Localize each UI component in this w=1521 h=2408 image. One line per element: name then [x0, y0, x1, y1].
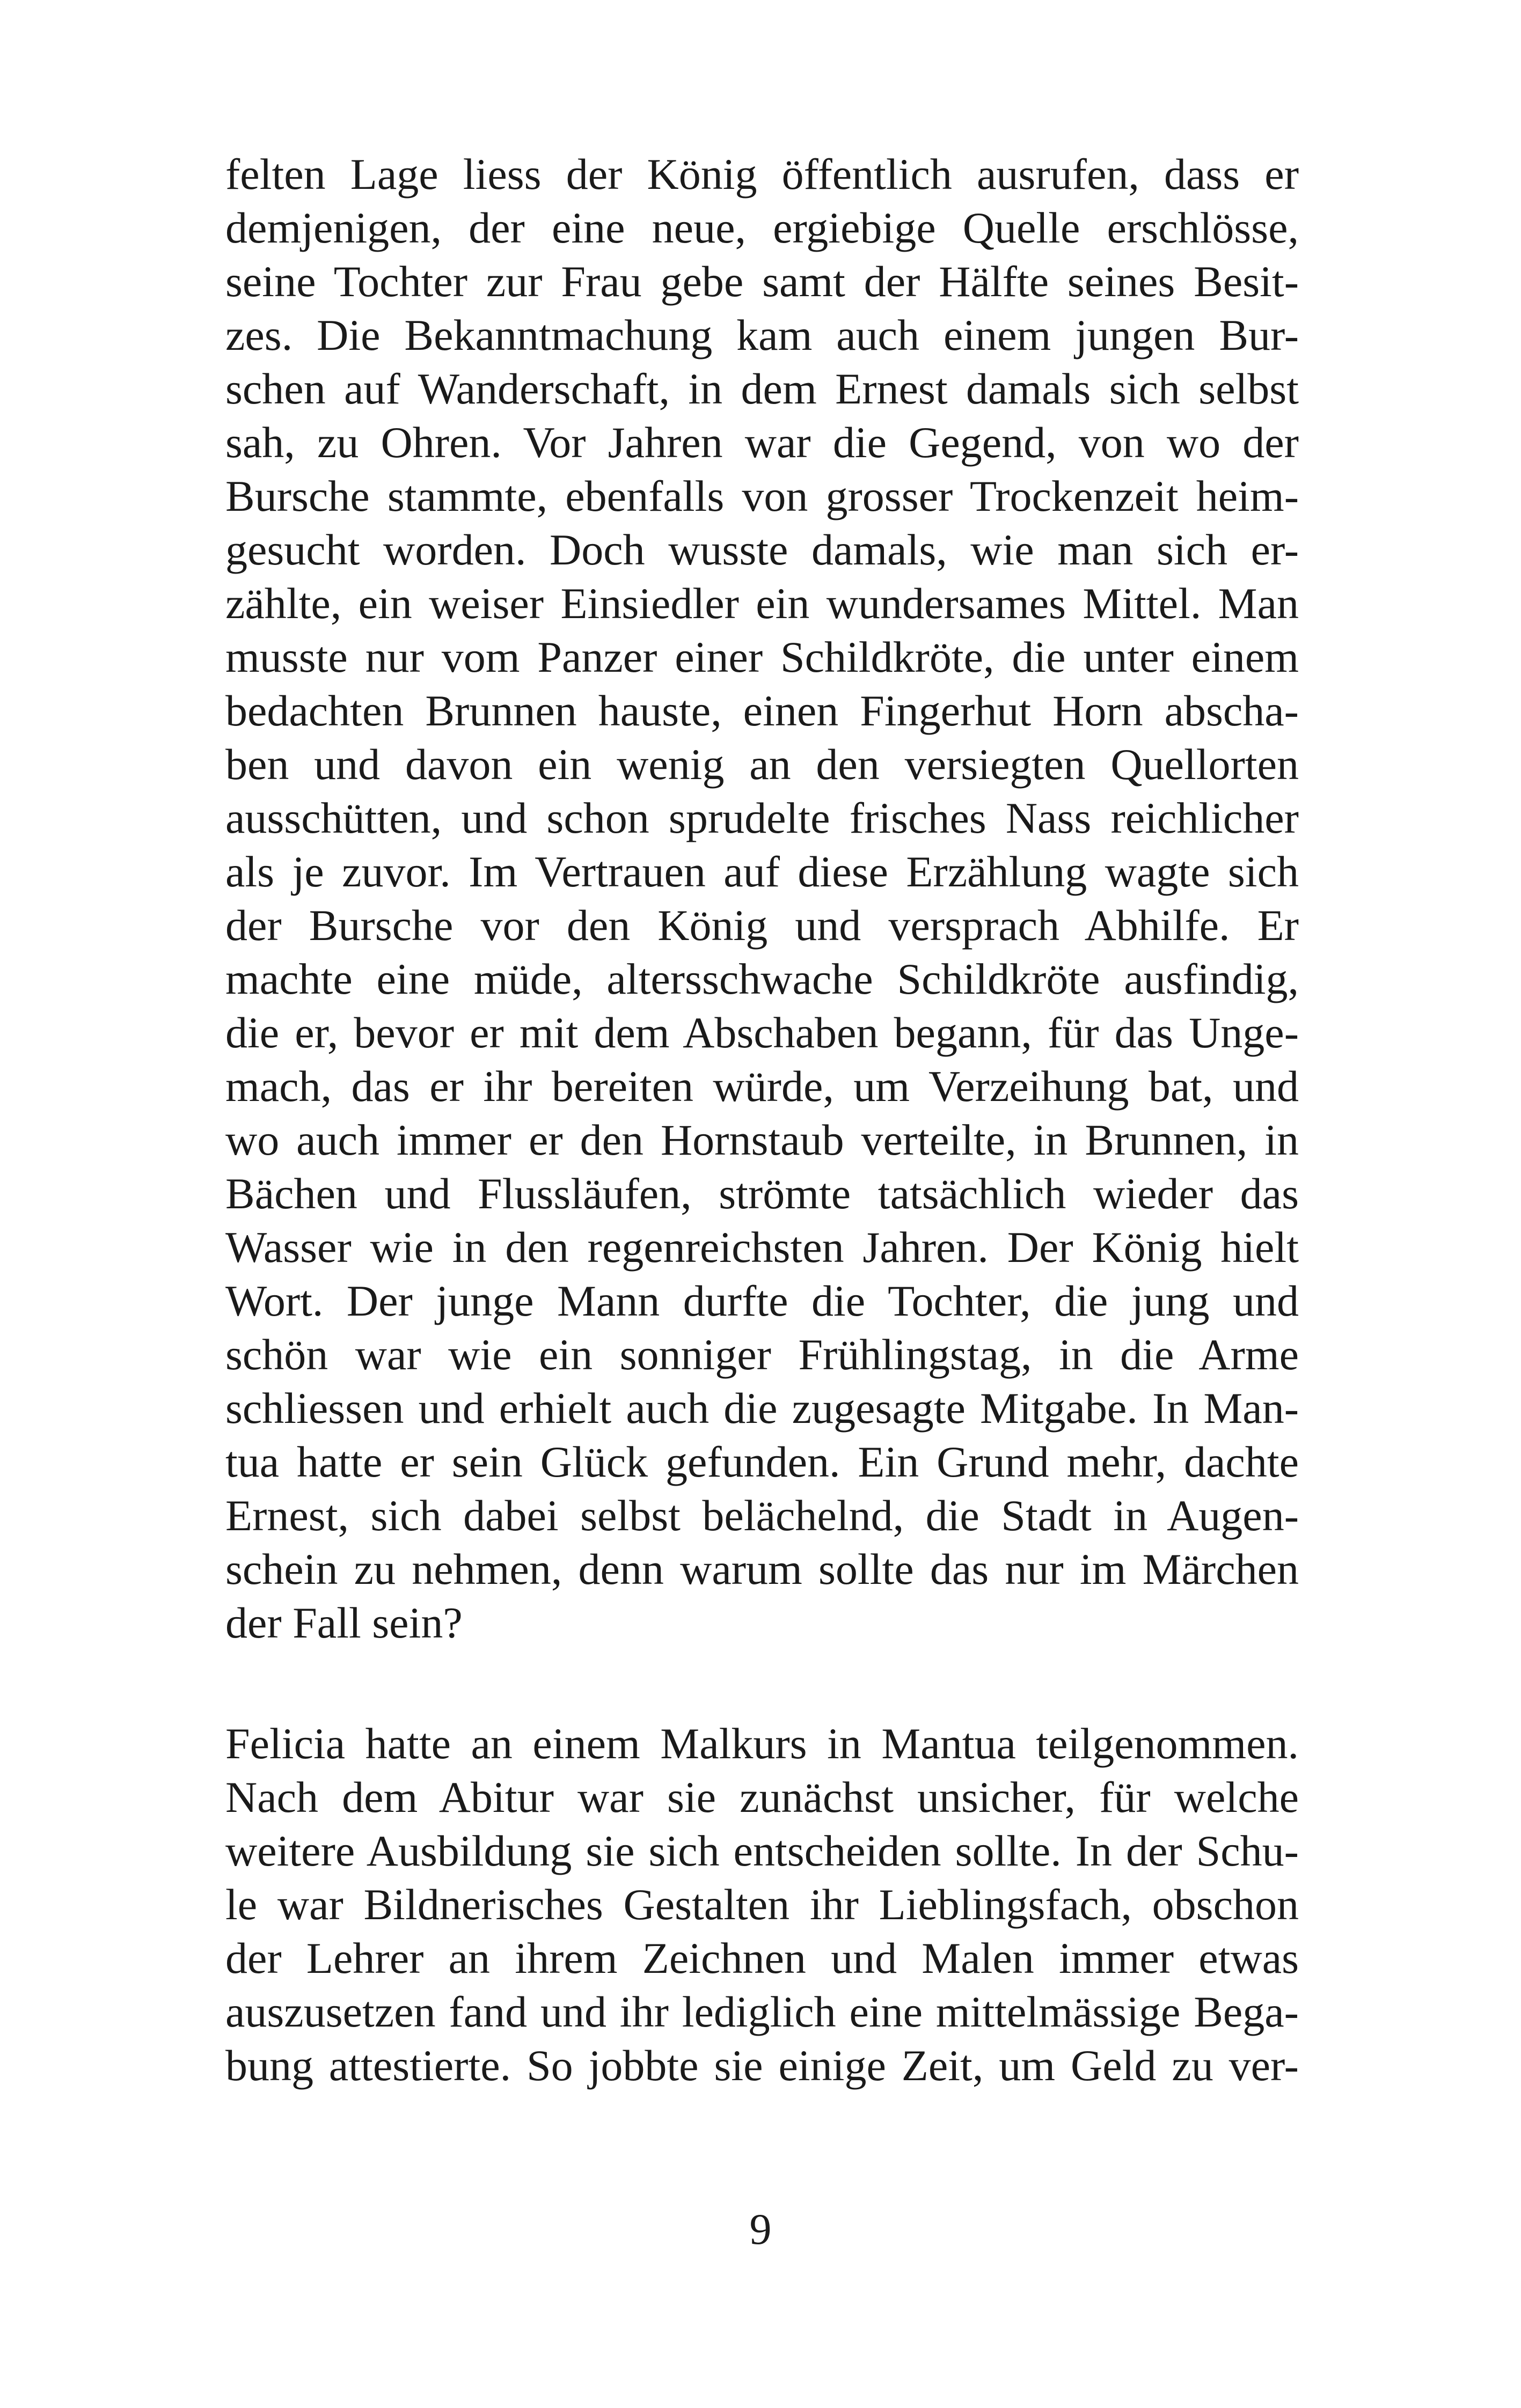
text-line: bung attestierte. So jobbte sie einige Zeit, um Geld zu ver- [225, 2041, 1299, 2090]
paragraph-2 [225, 1717, 1299, 2093]
text-line: schen auf Wanderschaft, in dem Ernest damals sich selbst [225, 364, 1299, 413]
text-line: Bächen und Flussläufen, strömte tatsächlich wieder das [225, 1169, 1299, 1218]
paragraph-1 [225, 148, 1299, 1650]
text-line: Felicia hatte an einem Malkurs in Mantua teilgenommen. [225, 1719, 1299, 1768]
text-line: seine Tochter zur Frau gebe samt der Hälfte seines Besit- [225, 257, 1299, 306]
text-line: Bursche stammte, ebenfalls von grosser Trockenzeit heim- [225, 472, 1299, 520]
text-line: zes. Die Bekanntmachung kam auch einem jungen Bur- [225, 311, 1299, 359]
text-line: demjenigen, der eine neue, ergiebige Quelle erschlösse, [225, 203, 1299, 252]
text-line: Wasser wie in den regenreichsten Jahren. Der König hielt [225, 1223, 1299, 1272]
text-line: gesucht worden. Doch wusste damals, wie man sich er- [225, 525, 1299, 574]
text-line: sah, zu Ohren. Vor Jahren war die Gegend, von wo der [225, 418, 1299, 467]
text-line: felten Lage liess der König öffentlich ausrufen, dass er [225, 150, 1299, 199]
text-line: mach, das er ihr bereiten würde, um Verzeihung bat, und [225, 1062, 1299, 1111]
text-line: le war Bildnerisches Gestalten ihr Lieblingsfach, obschon [225, 1880, 1299, 1929]
text-line: Wort. Der junge Mann durfte die Tochter, die jung und [225, 1276, 1299, 1325]
text-line: schein zu nehmen, denn warum sollte das nur im Märchen [225, 1545, 1299, 1594]
text-line: wo auch immer er den Hornstaub verteilte, in Brunnen, in [225, 1115, 1299, 1164]
text-line: Ernest, sich dabei selbst belächelnd, die Stadt in Augen- [225, 1491, 1299, 1540]
text-line: der Bursche vor den König und versprach Abhilfe. Er [225, 901, 1299, 950]
text-line: bedachten Brunnen hauste, einen Fingerhut Horn abscha- [225, 686, 1299, 735]
text-line: musste nur vom Panzer einer Schildkröte, die unter einem [225, 633, 1299, 681]
text-line: schliessen und erhielt auch die zugesagte Mitgabe. In Man- [225, 1384, 1299, 1433]
text-line: die er, bevor er mit dem Abschaben begann, für das Unge- [225, 1008, 1299, 1057]
text-line: weitere Ausbildung sie sich entscheiden sollte. In der Schu- [225, 1826, 1299, 1875]
text-line: tua hatte er sein Glück gefunden. Ein Grund mehr, dachte [225, 1437, 1299, 1486]
text-line: als je zuvor. Im Vertrauen auf diese Erzählung wagte sich [225, 847, 1299, 896]
page-number: 9 [749, 2205, 772, 2253]
text-line: schön war wie ein sonniger Frühlingstag, in die Arme [225, 1330, 1299, 1379]
text-line: der Lehrer an ihrem Zeichnen und Malen immer etwas [225, 1934, 1299, 1983]
text-line: Nach dem Abitur war sie zunächst unsicher, für welche [225, 1773, 1299, 1822]
text-line: auszusetzen fand und ihr lediglich eine mittelmässige Bega- [225, 1987, 1299, 2036]
text-line: machte eine müde, altersschwache Schildkröte ausfindig, [225, 955, 1299, 1003]
text-line: ben und davon ein wenig an den versiegten Quellorten [225, 740, 1299, 789]
text-line: der Fall sein? [225, 1598, 463, 1647]
text-line: zählte, ein weiser Einsiedler ein wundersames Mittel. Man [225, 579, 1299, 628]
text-line: ausschütten, und schon sprudelte frisches Nass reichlicher [225, 794, 1299, 842]
